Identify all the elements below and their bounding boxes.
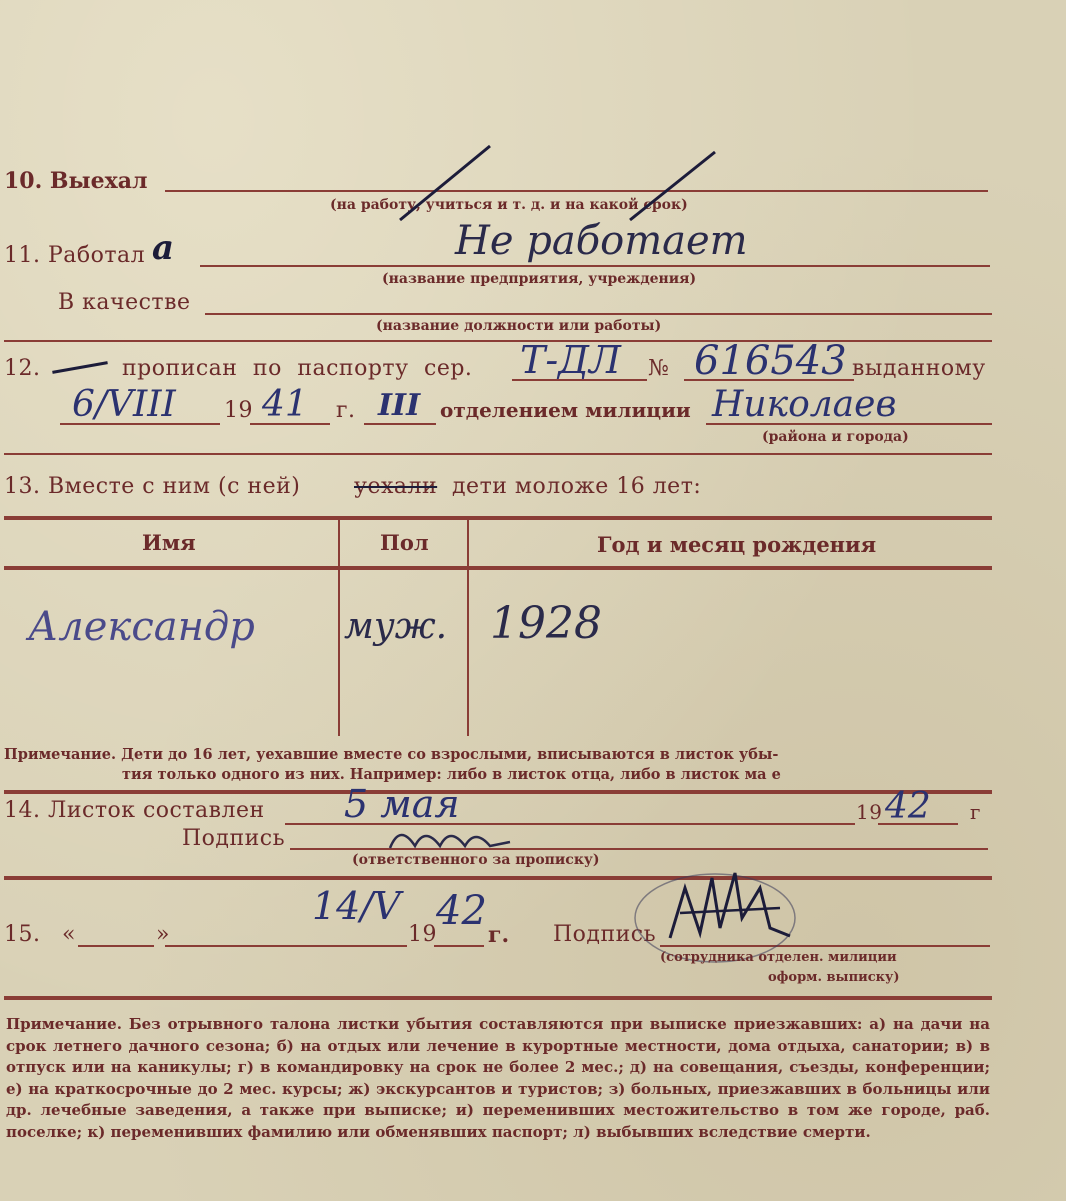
table-header-sex: Пол [380,530,429,555]
section-15-quote-close: » [156,922,170,947]
passport-number: 616543 [694,338,847,384]
note2-text: Без отрывного талона листки убытия составляются при выписке приезжавших: а) на дачи на срок летнего дачного сезона; б) на отдых или лечение в курортные местности, дома отдыха, санатории; в) в отпуск или на каникулы; г) в командировку на срок не более 2 мес.; д) на совещания, съезды, конференции; е) на краткосрочные до 2 мес. курсы; ж) экскурсантов и туристов; з) больных, приезжавших в больницы или др. лечебные заведения, а также при выписке; и) переменивших местожительство в том же городе, раб. поселке; к) переменивших фамилию или обменявших паспорт; л) выбывших вследствие смерти. [6,1015,990,1141]
section-13-crossed: уехали [354,474,438,499]
passport-number-sign: № [648,356,670,381]
table-col-divider-2 [467,520,469,736]
section-10-caption: (на работу, учиться и т. д. и на какой срок) [330,197,688,213]
section-14-year-prefix: 19 [856,800,883,824]
city-name: Николаев [712,384,897,425]
issued-label: выданному [852,356,986,381]
child-name: Александр [28,604,255,650]
section-12-label: прописан по паспорту сер. [122,356,473,381]
separator-13-14 [4,790,992,794]
separator-14-15 [4,876,992,880]
section-14-date: 5 мая [344,782,460,826]
section-14-sign-caption: (ответственного за прописку) [352,852,600,868]
section-15-caption-2: оформ. выписку) [768,970,900,985]
section-11-line [200,265,990,267]
dept-number: III [378,388,421,423]
dept-num-line [364,423,436,425]
section-14-sign-label: Подпись [182,826,286,851]
section-14-year-g: г [970,800,981,824]
issue-year-g: г. [336,398,356,423]
section-15-sign-label: Подпись [553,922,657,947]
section-11-role-caption: (название должности или работы) [376,318,662,334]
separator-15-note [4,996,992,1000]
note1-line1: Примечание. Дети до 16 лет, уехавшие вместе со взрослыми, вписываются в листок убы- [4,746,779,763]
section-14-year: 42 [885,786,931,827]
table-col-divider-1 [338,520,340,736]
crossed-out-mark [52,361,108,374]
section-15-day-line [78,945,154,947]
section-13-label-tail: дети моложе 16 лет: [452,474,702,499]
section-15-year-prefix: 19 [408,922,437,947]
issue-year-prefix: 19 [224,398,253,423]
section-11-label: 11. Работал [4,243,146,268]
separator-12-13 [4,453,992,455]
table-header-name: Имя [142,530,196,555]
section-11-handwritten-value: Не работает [455,218,748,264]
issue-day-month: 6/VIII [72,384,176,425]
section-15-quote-open: « [62,922,76,947]
section-15-month-line [165,945,407,947]
section-15-caption-1: (сотрудника отделен. милиции [660,950,897,965]
note2-block [6,1014,990,1143]
issue-year: 41 [262,384,308,425]
section-13-label: 13. Вместе с ним (с ней) [4,474,301,499]
dept-label: отделением милиции [440,398,691,422]
section-15-year: 42 [436,888,487,934]
section-15-date: 14/V [312,884,401,928]
section-11-handwritten-prefix: а [152,228,175,268]
section-11-caption: (название предприятия, учреждения) [382,271,697,287]
child-sex: муж. [344,606,448,647]
cancel-strokes [380,140,720,230]
table-header-birth: Год и месяц рождения [597,532,877,557]
passport-series: Т-ДЛ [520,338,621,382]
child-birth-year: 1928 [490,598,602,649]
section-15-year-line [434,945,484,947]
table-top-rule [4,516,992,520]
section-11-role-line [205,313,992,315]
section-12-prefix: 12. [4,356,41,381]
note2-heading: Примечание. [6,1015,122,1033]
section-14-label: 14. Листок составлен [4,798,265,823]
table-header-rule [4,566,992,570]
section-15-label: 15. [4,922,41,947]
section-11-role-label: В качестве [58,290,191,315]
section-10-label: 10. Выехал [4,168,148,194]
note1-line2: тия только одного из них. Например: либо в листок отца, либо в листок ма е [122,766,781,783]
city-caption: (района и города) [762,429,909,445]
section-15-year-g: г. [488,922,510,948]
